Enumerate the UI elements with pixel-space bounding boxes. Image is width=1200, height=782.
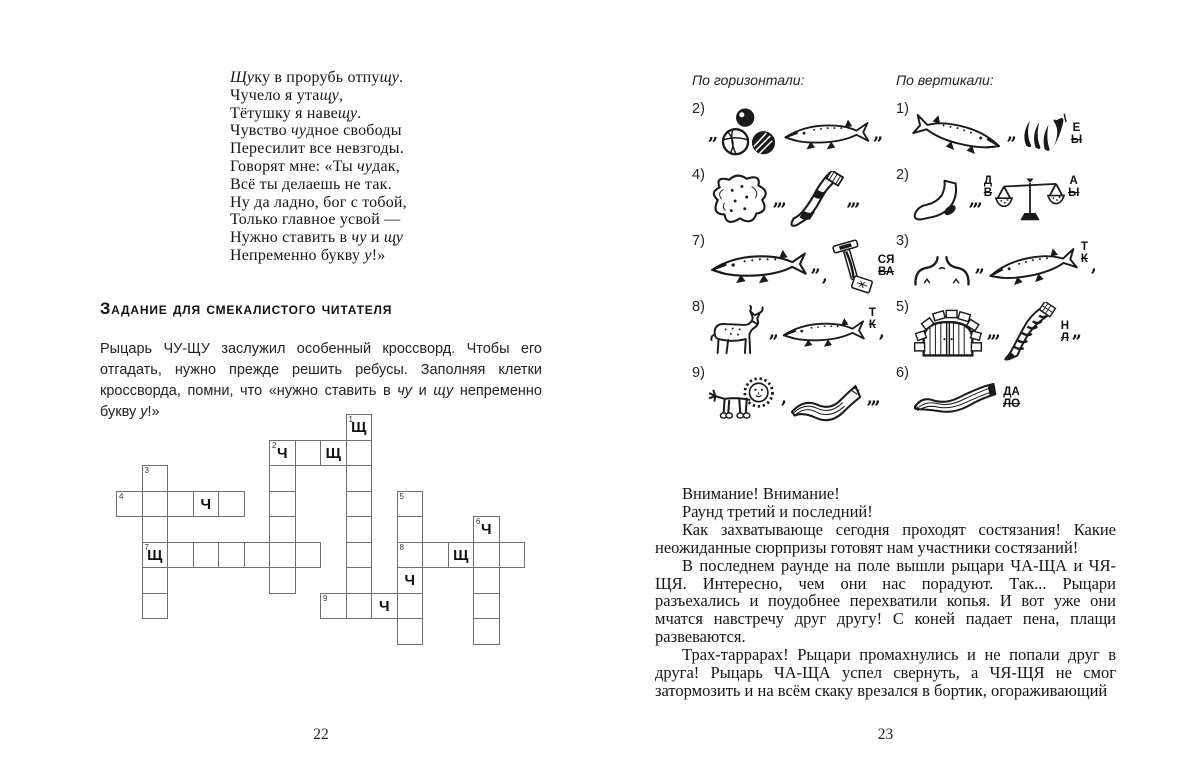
crossword-cell	[269, 465, 296, 492]
letter-substitution	[869, 307, 876, 332]
rebus-item-number: 3)	[896, 233, 909, 249]
story-paragraph: В последнем раунде на поле вышли рыцари ЧА-ЩА и ЧЯ-ЩЯ. Интересно, чем они нас порадуют. Так... Рыцари разъехались и поудобнее перехватили копья. И вот уже они мчатся навстречу друг другу! С коней падает пена, плащи развеваются.	[655, 555, 1116, 647]
crossword-cell	[422, 542, 449, 569]
story-text	[655, 485, 1116, 700]
letter-substitution	[1068, 175, 1079, 200]
crossword-cell	[473, 593, 500, 620]
letter-struck: ЛО	[1003, 398, 1021, 410]
letter-struck: В	[983, 187, 993, 199]
letter-struck: Ы	[1068, 187, 1080, 199]
crossword-cell	[142, 593, 169, 620]
cell-letter: Ч	[378, 597, 390, 615]
rebus-item-number: 6)	[896, 365, 909, 381]
cell-letter: Ч	[200, 495, 212, 513]
crossword-cell	[346, 593, 373, 620]
crossword-cell	[473, 542, 500, 569]
cell-number: 8	[399, 542, 404, 552]
rebus-item	[896, 299, 1114, 365]
rebus-item	[896, 101, 1114, 167]
comma-marks: ,,,	[969, 190, 981, 210]
crossword-cell	[473, 516, 500, 543]
rebus-item	[896, 167, 1114, 233]
letter-struck: ВА	[878, 266, 895, 278]
crossword-cell	[269, 542, 296, 569]
letter-substitution	[1081, 241, 1088, 266]
poem-line: Непременно букву у!»	[230, 246, 386, 264]
cell-number: 4	[119, 491, 124, 501]
cell-letter: Ч	[480, 521, 492, 539]
crossword-cell	[142, 465, 169, 492]
crossword-cell	[499, 542, 526, 569]
crossword-cell	[346, 542, 373, 569]
arch-icon	[912, 305, 984, 359]
foot-icon	[912, 177, 966, 223]
pike-long-icon	[708, 245, 808, 287]
story-paragraph: Трах-таррарах! Рыцари промахнулись и не попали друг в друга! Рыцарь ЧА-ЩА успел свернуть, а ЧЯ-ЩЯ не смог затормозить и на всём скаку врезался в бортик, огораживающий	[655, 645, 1116, 700]
letter-substitution	[984, 175, 992, 200]
comma-marks: ,,,	[987, 322, 999, 342]
rebus-item	[692, 233, 894, 299]
intro-paragraph: Рыцарь ЧУ-ЩУ заслужил особенный кроссворд. Чтобы его отгадать, нужно прежде решить ребусы. Заполняя клетки кроссворда, помни, что «нужно ставить в чу и щу непременно букву у!»	[100, 340, 542, 420]
poem-line: Щуку в прорубь отпущу.	[230, 69, 404, 86]
crossword-cell	[142, 491, 169, 518]
letter-top: А	[1069, 174, 1078, 187]
crossword-cell	[397, 516, 424, 543]
crossword-cell	[295, 440, 322, 467]
rebus-item-number: 2)	[896, 167, 909, 183]
rebus-column-title: По горизонтали:	[692, 72, 805, 88]
poem-line: Чучело я утащу,	[230, 86, 344, 104]
crossword-cell	[244, 542, 271, 569]
ribbon-icon	[788, 374, 864, 422]
story-paragraph: Внимание! Внимание!	[682, 484, 840, 503]
rebus-item-number: 8)	[692, 299, 705, 315]
crossword-cell	[346, 491, 373, 518]
letter-substitution	[1061, 320, 1069, 345]
comma-marks: ,	[781, 388, 785, 408]
poem-line: Ну да ладно, бог с тобой,	[230, 193, 407, 211]
rebus-parts	[708, 107, 894, 161]
comma-marks: ,,,	[866, 388, 879, 408]
story-paragraph: Как захватывающе сегодня проходят состязания! Какие неожиданные сюрпризы готовят нам участники состязаний!	[655, 519, 1116, 557]
balls-icon	[721, 107, 779, 161]
quote-mark: „	[708, 123, 719, 145]
rebus-item	[692, 299, 894, 365]
leaf-icon	[708, 172, 770, 228]
scales-icon	[995, 173, 1065, 227]
letter-top: Т	[868, 306, 876, 319]
poem-line: Пересилит все невзгоды.	[230, 140, 404, 158]
comma-marks: ,,	[1072, 322, 1080, 342]
crossword-cell	[397, 491, 424, 518]
letter-substitution	[878, 254, 895, 279]
crossword-cell	[320, 593, 347, 620]
rebus-item-number: 9)	[692, 365, 705, 381]
comma-marks: ,,	[811, 256, 819, 276]
crossword-cell	[346, 465, 373, 492]
rebus-item-number: 7)	[692, 233, 705, 249]
rebus-item-number: 1)	[896, 101, 909, 117]
pike-dive-icon	[909, 106, 1007, 162]
waves-icon	[1018, 111, 1068, 157]
crossword-cell	[269, 440, 296, 467]
page-number-left: 22	[313, 726, 329, 743]
letter-top: ДА	[1003, 385, 1020, 398]
rebus-item	[692, 101, 894, 167]
poem-line: Чувство чудное свободы	[230, 122, 402, 140]
letter-top: СЯ	[877, 253, 895, 266]
crossword-cell	[397, 542, 424, 569]
stocking-icon	[1002, 302, 1058, 362]
crossword-cell	[116, 491, 143, 518]
comma-marks: ,,,	[773, 190, 785, 210]
cell-letter: Ч	[404, 572, 416, 590]
rebus-parts	[912, 302, 1114, 362]
comma-marks: ,	[821, 266, 826, 286]
crossword-grid	[116, 414, 541, 654]
cell-number: 6	[476, 517, 481, 526]
crossword-cell	[142, 516, 169, 543]
crossword-cell	[397, 567, 424, 594]
comma-marks: ,,	[1007, 124, 1015, 144]
crossword-cell	[193, 542, 220, 569]
comma-marks: ,,	[975, 256, 983, 276]
rebus-parts	[708, 171, 894, 229]
sock-icon	[788, 171, 844, 229]
cell-letter: Ч	[276, 444, 288, 462]
comma-marks: ,	[1090, 256, 1095, 276]
crossword-cell	[295, 542, 322, 569]
cell-number: 5	[399, 491, 404, 501]
crossword-cell	[269, 491, 296, 518]
letter-struck: К	[1080, 253, 1088, 265]
crossword-cell	[397, 593, 424, 620]
rebus-column-vertical	[896, 72, 1114, 431]
crossword-cell	[193, 491, 220, 518]
crossword-cell	[371, 593, 398, 620]
poem	[230, 69, 407, 265]
letter-top: Д	[983, 174, 993, 187]
cell-number: 9	[323, 593, 328, 603]
crossword-cell	[346, 516, 373, 543]
page-number-right: 23	[877, 726, 894, 743]
section-heading: Задание для смекалистого читателя	[100, 300, 393, 318]
rebus-item	[692, 167, 894, 233]
rebus-parts	[912, 173, 1114, 227]
crossword-cell	[473, 618, 500, 645]
log-icon	[912, 378, 1000, 418]
crossword-cell	[320, 440, 347, 467]
rebus-parts	[912, 111, 1114, 157]
rebus-item-number: 2)	[692, 101, 705, 117]
cell-letter: Щ	[351, 419, 367, 437]
poem-line: Только главное усвой —	[230, 211, 401, 229]
pike-big-icon	[780, 314, 866, 350]
cell-letter: Щ	[325, 444, 341, 462]
crossword-cell	[346, 414, 373, 441]
letter-top: Т	[1080, 240, 1088, 253]
rebus-item-number: 5)	[896, 299, 909, 315]
shoulders-icon	[912, 245, 972, 287]
letter-struck: Л	[1060, 332, 1069, 344]
letter-top: Е	[1072, 121, 1081, 134]
letter-struck: Ы	[1070, 134, 1083, 146]
poem-line: Всё ты делаешь не так.	[230, 175, 392, 193]
rebus-item	[692, 365, 894, 431]
pike-up-icon	[984, 240, 1081, 291]
rebus-parts	[912, 240, 1114, 287]
comma-marks: ,,	[873, 124, 882, 144]
cell-letter: Щ	[453, 546, 469, 564]
crossword-cell	[142, 567, 169, 594]
crossword-cell	[346, 567, 373, 594]
crossword-cell	[346, 440, 373, 467]
cell-number: 7	[144, 542, 149, 552]
rebus-item-number: 4)	[692, 167, 705, 183]
comma-marks: ,,	[769, 322, 777, 342]
rebus-item	[896, 365, 1114, 431]
rebus-parts	[912, 378, 1114, 418]
rebus-item	[896, 233, 1114, 299]
rebus-column-horizontal	[692, 72, 894, 431]
cell-number: 2	[272, 440, 277, 450]
letter-substitution	[1003, 386, 1020, 411]
letter-struck: К	[868, 319, 876, 331]
crossword-cell	[167, 542, 194, 569]
rebus-parts	[708, 305, 894, 359]
crossword-cell	[142, 542, 169, 569]
poem-line: Тётушку я навещу.	[230, 104, 362, 122]
lion-icon	[708, 372, 778, 424]
crossword-cell	[448, 542, 475, 569]
crossword-cell	[167, 491, 194, 518]
crossword-cell	[473, 567, 500, 594]
crossword-cell	[218, 491, 245, 518]
rebus-column-title: По вертикали:	[896, 72, 994, 88]
comma-marks: ,	[878, 322, 883, 342]
letter-top: Н	[1060, 319, 1070, 332]
rebus-parts	[708, 372, 894, 424]
letter-substitution	[1071, 122, 1082, 147]
cell-number: 3	[144, 466, 149, 475]
story-paragraph: Раунд третий и последний!	[682, 501, 873, 521]
cell-number: 1	[348, 415, 353, 424]
pike-icon	[782, 115, 870, 153]
comma-marks: ,,,	[846, 190, 859, 210]
poem-line: Нужно ставить в чу и щу	[230, 229, 404, 247]
poem-line: Говорят мне: «Ты чудак,	[230, 157, 400, 175]
cell-letter: Щ	[147, 546, 163, 564]
razor-icon	[829, 234, 875, 298]
crossword-cell	[218, 542, 245, 569]
crossword-cell	[397, 618, 424, 645]
crossword-cell	[269, 516, 296, 543]
crossword-cell	[269, 567, 296, 594]
rebus-parts	[708, 234, 894, 298]
lynx-icon	[708, 305, 766, 359]
